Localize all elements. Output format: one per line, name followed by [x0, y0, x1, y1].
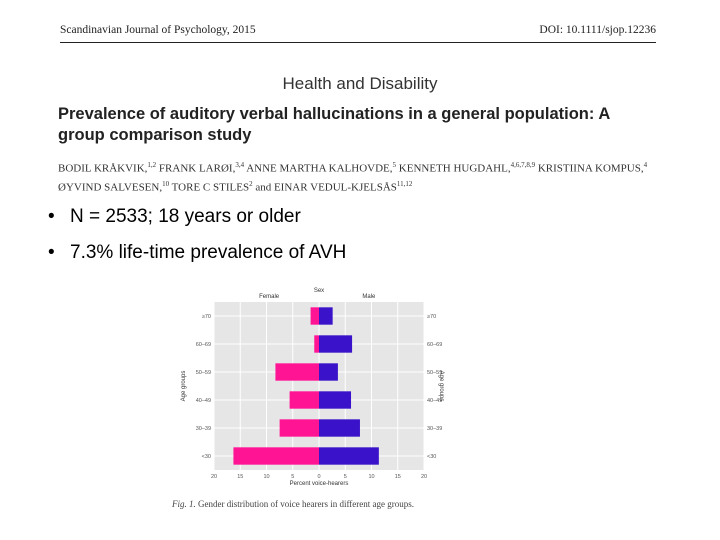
y-tick-label: 30–39 — [195, 426, 211, 432]
figure-caption-label: Fig. 1. — [172, 499, 196, 509]
figure — [176, 282, 446, 512]
male-bar — [319, 335, 352, 352]
panel-label-male: Male — [362, 294, 376, 300]
journal-name: Scandinavian Journal of Psychology, 2015 — [60, 24, 256, 36]
male-bar — [319, 363, 338, 380]
author-name: TORE C STILES — [169, 181, 250, 194]
author-name: and EINAR VEDUL-KJELSÅS — [252, 181, 397, 194]
x-tick-label: 20 — [420, 474, 428, 480]
x-tick-label: 10 — [263, 474, 270, 480]
female-bar — [233, 447, 319, 464]
bullet-marker: • — [48, 206, 55, 227]
author-affiliation: 2 — [249, 179, 253, 188]
panel-label-female: Female — [259, 294, 280, 300]
author-list — [58, 158, 698, 195]
y-tick-label: <30 — [201, 454, 211, 460]
author-affiliation: 10 — [162, 179, 170, 188]
y-tick-label: 50–59 — [427, 370, 443, 376]
figure-caption — [172, 499, 414, 509]
x-tick-label: 20 — [210, 474, 218, 480]
x-tick-label: 5 — [343, 474, 347, 480]
author-affiliation: 1,2 — [147, 161, 157, 169]
author-name: ANNE MARTHA KALHOVDE, — [244, 162, 393, 175]
author-affiliation: 3,4 — [235, 161, 245, 169]
y-tick-label: ≥70 — [427, 314, 437, 320]
author-affiliation: 4 — [643, 161, 648, 169]
population-pyramid-chart — [176, 282, 446, 497]
author-affiliation: 4,6,7,8,9 — [510, 161, 536, 169]
author-name: FRANK LARØI, — [156, 162, 236, 175]
x-tick-label: 15 — [237, 474, 244, 480]
y-tick-label: 60–69 — [195, 342, 211, 348]
female-bar — [311, 307, 319, 324]
male-bar — [319, 391, 351, 408]
author-affiliation: 5 — [392, 161, 397, 169]
bullet-marker: • — [48, 242, 55, 263]
bullet-item — [48, 206, 301, 228]
male-bar — [319, 307, 333, 324]
x-tick-label: 0 — [317, 474, 321, 480]
x-tick-label: 5 — [291, 474, 295, 480]
y-tick-label: ≥70 — [201, 314, 211, 320]
author-affiliation: 11,12 — [396, 179, 413, 188]
x-tick-label: 15 — [394, 474, 401, 480]
chart-title: Sex — [313, 288, 325, 294]
x-tick-label: 10 — [368, 474, 375, 480]
female-bar — [314, 335, 319, 352]
male-bar — [319, 419, 360, 436]
figure-caption-text: Gender distribution of voice hearers in different age groups. — [195, 499, 415, 509]
author-name: ØYVIND SALVESEN, — [58, 181, 163, 194]
journal-doi: DOI: 10.1111/sjop.12236 — [539, 24, 656, 36]
section-title: Health and Disability — [282, 74, 438, 93]
paper-title: Prevalence of auditory verbal hallucinations in a general population: A group comparison study — [58, 105, 610, 144]
female-bar — [290, 391, 319, 408]
y-tick-label: 50–59 — [195, 370, 211, 376]
x-axis-label: Percent voice-hearers — [289, 481, 349, 487]
bullet-text: 7.3% life-time prevalence of AVH — [70, 242, 347, 263]
author-line-2 — [58, 177, 698, 196]
author-line-1 — [58, 158, 698, 177]
female-bar — [280, 419, 319, 436]
y-tick-label: <30 — [427, 454, 437, 460]
female-bar — [275, 363, 319, 380]
male-bar — [319, 447, 379, 464]
bullet-item — [48, 242, 346, 264]
y-axis-label-right: Age groups — [438, 370, 444, 402]
bullet-text: N = 2533; 18 years or older — [70, 206, 301, 227]
y-tick-label: 60–69 — [427, 342, 443, 348]
y-tick-label: 40–49 — [195, 398, 211, 404]
author-name: KENNETH HUGDAHL, — [396, 162, 511, 175]
author-name: BODIL KRÅKVIK, — [58, 162, 148, 175]
y-axis-label-left: Age groups — [181, 370, 187, 402]
y-tick-label: 30–39 — [427, 426, 443, 432]
y-tick-label: 40–49 — [427, 398, 443, 404]
journal-header — [60, 24, 656, 43]
author-name: KRISTIINA KOMPUS, — [535, 162, 644, 175]
